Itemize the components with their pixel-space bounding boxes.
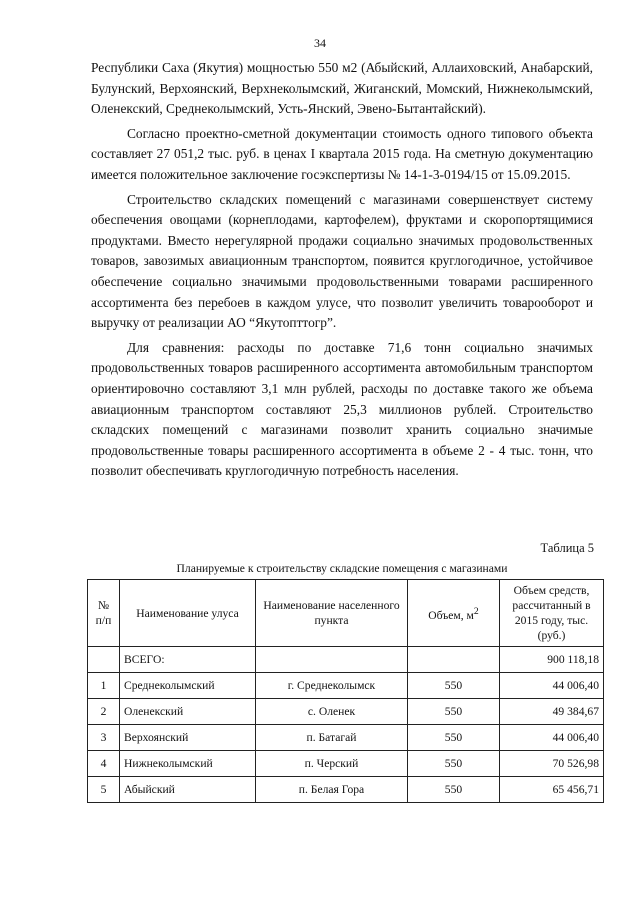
table-row [88, 751, 604, 777]
page-number: 34 [314, 36, 326, 50]
table-row [88, 725, 604, 751]
table-header-row [88, 580, 604, 647]
cell-cost: 44 006,40 [500, 673, 604, 699]
cell-locality: п. Черский [256, 751, 408, 777]
cell-cost: 44 006,40 [500, 725, 604, 751]
cell-total-cost: 900 118,18 [500, 647, 604, 673]
header-cost: Объем средств, рассчитанный в 2015 году, тыс. (руб.) [500, 580, 604, 647]
cell-ulus: Оленекский [120, 699, 256, 725]
paragraph-1: Республики Саха (Якутия) мощностью 550 м2 (Абыйский, Аллаиховский, Анабарский, Булунский, Верхоянский, Верхнеколымский, Жиганский, Момский, Нижнеколымский, Оленекский, Среднеколымский, Усть-Янский, Эвено-Бытантайский). [91, 60, 593, 117]
cell-volume: 550 [408, 725, 500, 751]
cell-cost: 49 384,67 [500, 699, 604, 725]
header-locality: Наименование населенного пункта [256, 580, 408, 647]
cell-ulus: Верхоянский [120, 725, 256, 751]
table-row [88, 699, 604, 725]
header-ulus: Наименование улуса [120, 580, 256, 647]
cell-ulus: Среднеколымский [120, 673, 256, 699]
cell-num: 2 [88, 699, 120, 725]
cell-cost: 65 456,71 [500, 777, 604, 803]
header-volume-label: Объем, м [428, 608, 474, 622]
table-row [88, 777, 604, 803]
table-caption: Таблица 5 [540, 541, 594, 555]
cell-volume: 550 [408, 699, 500, 725]
cell-locality: п. Белая Гора [256, 777, 408, 803]
cell-num: 4 [88, 751, 120, 777]
cell-num: 5 [88, 777, 120, 803]
header-volume [408, 580, 500, 647]
table-row [88, 673, 604, 699]
warehouse-table [87, 579, 604, 803]
cell-empty [88, 647, 120, 673]
cell-locality: г. Среднеколымск [256, 673, 408, 699]
cell-volume: 550 [408, 673, 500, 699]
body-text [91, 58, 593, 482]
cell-num: 1 [88, 673, 120, 699]
cell-total-label: ВСЕГО: [120, 647, 256, 673]
table-title: Планируемые к строительству складские помещения с магазинами [176, 562, 508, 575]
table-row-total [88, 647, 604, 673]
cell-ulus: Нижнеколымский [120, 751, 256, 777]
cell-empty [408, 647, 500, 673]
cell-locality: с. Оленек [256, 699, 408, 725]
cell-locality: п. Батагай [256, 725, 408, 751]
cell-volume: 550 [408, 777, 500, 803]
cell-num: 3 [88, 725, 120, 751]
header-volume-sup: 2 [473, 605, 479, 617]
paragraph-2: Согласно проектно-сметной документации стоимость одного типового объекта составляет 27 051,2 тыс. руб. в ценах I квартала 2015 года. На сметную документацию имеется положительное заключение госэкспертизы № 14-1-3-0194/15 от 15.09.2015. [91, 125, 593, 182]
paragraph-4: Для сравнения: расходы по доставке 71,6 тонн социально значимых продовольственных товаров расширенного ассортимента автомобильным транспортом ориентировочно составляют 3,1 млн рублей, расходы по доставке такого же объема авиационным транспортом составляют 25,3 миллионов рублей. Строительство складских помещений с магазинами позволит хранить социально значимые продовольственные товары расширенного ассортимента в объеме 2 - 4 тыс. тонн, что позволит обеспечивать круглогодичную потребность населения. [91, 339, 593, 479]
cell-cost: 70 526,98 [500, 751, 604, 777]
cell-volume: 550 [408, 751, 500, 777]
header-num: № п/п [88, 580, 120, 647]
cell-empty [256, 647, 408, 673]
paragraph-3: Строительство складских помещений с магазинами совершенствует систему обеспечения овощами (корнеплодами, картофелем), фруктами и скоропортящимися продуктами. Вместо нерегулярной продажи социально значимых продовольственных товаров, завозимых авиационным транспортом, появится круглогодичное, устойчивое обеспечение социально значимыми продовольственными товарами расширенного ассортимента без перебоев в каждом улусе, что позволит увеличить товарооборот и выручку от реализации АО “Якутопттогр”. [91, 191, 593, 331]
cell-ulus: Абыйский [120, 777, 256, 803]
